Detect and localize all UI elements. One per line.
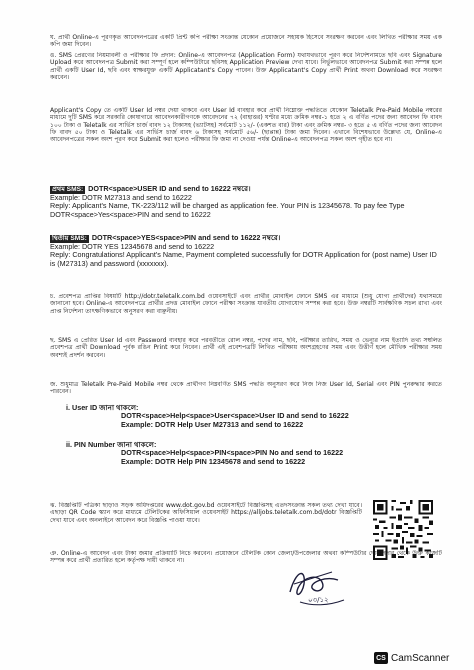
recovery-user-id-example: Example: DOTR Help User M27313 and send to 16222 [121, 419, 304, 429]
second-sms-example: Example: DOTR YES 12345678 and send to 16222 [50, 242, 215, 251]
camscanner-logo-icon: CS [374, 652, 388, 664]
camscanner-label: CamScanner [391, 652, 450, 664]
recovery-pin-example: Example: DOTR Help PIN 12345678 and send to 16222 [121, 456, 306, 466]
signature-image [282, 562, 352, 610]
recovery-pin [66, 441, 436, 475]
first-sms-reply: Reply: Applicant's Name, TK-223/112 will be charged as application fee. Your PIN is 12345678. To pay fee Type DOTR<space>Yes<space>PIN and send to 16222 [50, 201, 405, 219]
recovery-user-id-heading: User ID জানা থাকলে: [72, 404, 139, 412]
camscanner-watermark [374, 650, 449, 666]
recovery-user-id-format: DOTR<space>Help<space>User<space>User ID and send to 16222 [121, 411, 349, 421]
recovery-pin-format: DOTR<space>Help<space>PIN<space>PIN No and send to 16222 [121, 448, 344, 458]
paragraph-applicant-copy: Applicant's Copy তে একটি User Id নম্বর দেয়া থাকবে এবং User Id ব্যবহার করে প্রার্থী নিম্নোক্ত পদ্ধতিতে যেকোন Teletalk Pre-Paid Mobile নম্বরের মাধ্যমে দুটি SMS করে সরকারি কোষাগারে আবেদনকারীগণকে আবেদনের ৭২ (বাহাত্তর) ঘণ্টার মধ্যে ক্রমিক নম্বর-১ হতে ২ এ বর্ণিত পদের জন্য আবেদন ফি বাবদ ১০০ টাকা ও Teletalk এর সার্ভিস চার্জ বাবদ ১২ টাকাসহ (ভ্যাটসহ) সর্বমোট ১১২/- (একশত বার) টাকা এবং ক্রমিক নম্বর- ৩ হতে ৫ এ বর্ণিত পদের জন্য আবেদন ফি বাবদ ৫০ টাকা ও Teletalk এর সার্ভিস চার্জ বাবদ ৬ টাকাসহ সর্বমোট ৫৬/- (ছাপ্পান্ন) টাকা জমা দিবেন। এখানে বিশেষভাবে উল্লেখ্য যে, Online-এ আবেদনপত্রের সকল অংশ পূরণ করে Submit করা হলেও পরীক্ষার ফি জমা না দেওয়া পর্যন্ত Online-এ আবেদনপত্র সকল অংশ গৃহীত হবে না। [50, 107, 442, 144]
second-sms-tag: দ্বিতীয় SMS: [52, 235, 87, 242]
paragraph-recovery-intro: জ. শুধুমাত্র Teletalk Pre-Paid Mobile নম্বর থেকে প্রার্থীগণ নিম্নবর্ণিত SMS পদ্ধতি অনুসরণ করে নিজ নিজ User Id, Serial এবং PIN পুনরুদ্ধার করতে পারবেন। [50, 381, 442, 396]
paragraph-admit-card: চ. প্রবেশপত্র প্রাপ্তির বিষয়টি http://dotr.teletalk.com.bd ওয়েবসাইটে এবং প্রার্থীর মোবাইল ফোনে SMS এর মাধ্যমে (শুধু যোগ্য প্রার্থীদের) যথাসময়ে জানানো হবে। Online-এ আবেদনপত্রে প্রার্থীর প্রদত্ত মোবাইল ফোনে পরীক্ষা সংক্রান্ত যাবতীয় যোগাযোগ সম্পন্ন করা হবে। উক্ত নম্বরটি সার্বক্ষণিক সচল রাখা এবং প্রাপ্ত নির্দেশনা তাৎক্ষণিকভাবে অনুসরণ করা বাঞ্ছনীয়। [50, 293, 442, 315]
first-sms-block [50, 185, 442, 229]
paragraph-online-process: ঞ. Online-এ আবেদন এবং টাকা জমার প্রক্রিয়াটি নিচে করবেন। প্রয়োজনে টেলিটক কোন জেলা/উপজেলার অথবা কম্পিউটার দোকানদার থেকে উক্ত কাজটি সম্পন্ন করে প্রার্থী প্রতারিত হলে কর্তৃপক্ষ দায়ী থাকবে না। [50, 550, 442, 565]
recovery-user-id [66, 404, 436, 438]
second-sms-reply: Reply: Congratulations! Applicant's Name, Payment completed successfully for DOTR Application for (post name) User ID is (M27313) and password (xxxxxxx). [50, 250, 437, 268]
second-sms-block [50, 234, 442, 274]
first-sms-format: DOTR<space>USER ID and send to 16222 নম্বরে। [88, 185, 251, 193]
second-sms-format: DOTR<space>YES<space>PIN and send to 16222 নম্বরে। [91, 234, 281, 242]
first-sms-example: Example: DOTR M27313 and send to 16222 [50, 193, 192, 202]
paragraph-gha: ঘ. প্রার্থী Online-এ পূরণকৃত আবেদনপত্রের একটি প্রিন্ট কপি পরীক্ষা সংক্রান্ত যেকোন প্রয়োজনে সহায়ক হিসেবে সংরক্ষণ করবেন এবং লিখিত পরীক্ষার সময় এক কপি জমা দিবেন। [50, 34, 442, 49]
recovery-pin-num: ii. [66, 441, 72, 449]
paragraph-website-qr: ঝ. বিজ্ঞপ্তিটি পত্রিকা ছাড়াও সড়ক অধিদপ্তরের www.dot.gov.bd ওয়েবসাইটে বিজ্ঞপ্তিসহ এতদসংক্রান্ত সকল তথ্য দেখা যাবে। এছাড়া QR Code স্ক্যান করে মাধ্যমে টেলিটকের অফিসিয়াল ওয়েবসাইট https://alljobs.teletalk.com.bd/dotr বিজ্ঞপ্তিটি দেখা যাবে এবং অনলাইনে আবেদন করে বিজ্ঞপ্তি পাওয়া যাবে। [50, 502, 362, 524]
recovery-pin-heading: PIN Number জানা থাকলে: [74, 441, 157, 449]
first-sms-tag: প্রথম SMS: [52, 186, 84, 193]
paragraph-sms-rules: ঙ. SMS প্রেরণের নিয়মাবলী ও পরীক্ষার ফি প্রদান: Online-এ আবেদনপত্র (Application Form) যথাযথভাবে পূরণ করে নির্দেশনামতে ছবি এবং Signature Upload করে আবেদনপত্র Submit করা সম্পূর্ণ হলে কম্পিউটারে ছবিসহ Application Preview দেখা যাবে। নির্ভুলভাবে আবেদনপত্র Submit করা সম্পন্ন হলে প্রার্থী একটি User Id, ছবি এবং স্বাক্ষরযুক্ত একটি Applicatant's Copy পাবেন। উক্ত Applicatant's Copy প্রার্থী Print অথবা Download করে সংরক্ষণ করবেন। [50, 52, 442, 81]
signature-date: ০৩/১২ [308, 596, 329, 604]
paragraph-download-admit: ছ. SMS এ প্রেরিত User Id এবং Password ব্যবহার করে পরবর্তীতে রোল নম্বর, পদের নাম, ছবি, পরীক্ষার তারিখ, সময় ও ভেন্যুর নাম ইত্যাদি তথ্য সম্বলিত প্রবেশপত্র প্রার্থী Download পূর্বক রঙিন Print করে নিবেন। প্রার্থী এই প্রবেশপত্রটি লিখিত পরীক্ষায় অংশগ্রহণের সময় এবং উত্তীর্ণ হলে মৌখিক পরীক্ষার সময় অবশ্যই প্রদর্শন করবেন। [50, 337, 442, 359]
recovery-user-id-num: i. [66, 404, 70, 412]
